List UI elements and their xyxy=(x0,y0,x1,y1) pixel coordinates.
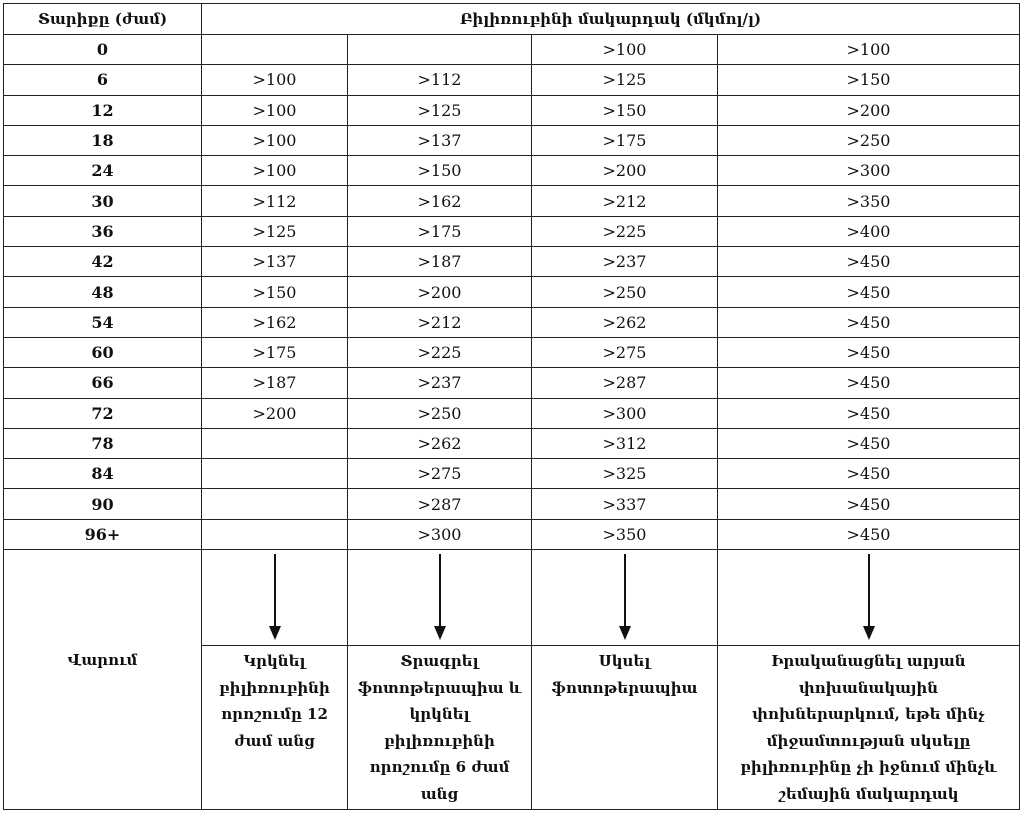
time-cell: 54 xyxy=(4,307,202,337)
level-cell: >175 xyxy=(348,216,532,246)
level-cell: >100 xyxy=(718,35,1020,65)
level-cell: >187 xyxy=(202,368,348,398)
level-cell xyxy=(202,35,348,65)
management-action: Տրագրել ֆոտոթերապիա և կրկնել բիլիռուբինի որոշումը 6 ժամ անց xyxy=(348,646,532,810)
level-cell: >450 xyxy=(718,277,1020,307)
level-cell xyxy=(202,519,348,549)
level-cell: >100 xyxy=(202,125,348,155)
table-row xyxy=(4,337,1020,367)
time-cell: 72 xyxy=(4,398,202,428)
down-arrow-icon xyxy=(868,554,870,628)
time-cell: 60 xyxy=(4,337,202,367)
table-row xyxy=(4,519,1020,549)
level-cell: >300 xyxy=(532,398,718,428)
header-bilirubin-level: Բիլիռուբինի մակարդակ (մկմոլ/լ) xyxy=(202,4,1020,35)
level-cell: >112 xyxy=(202,186,348,216)
level-cell: >212 xyxy=(532,186,718,216)
level-cell: >250 xyxy=(532,277,718,307)
time-cell: 12 xyxy=(4,95,202,125)
time-cell: 0 xyxy=(4,35,202,65)
level-cell: >450 xyxy=(718,337,1020,367)
level-cell: >262 xyxy=(348,428,532,458)
table-row xyxy=(4,398,1020,428)
level-cell: >312 xyxy=(532,428,718,458)
table-row xyxy=(4,186,1020,216)
level-cell: >162 xyxy=(348,186,532,216)
level-cell xyxy=(202,459,348,489)
table-row xyxy=(4,65,1020,95)
level-cell: >200 xyxy=(532,156,718,186)
level-cell: >200 xyxy=(348,277,532,307)
table-row xyxy=(4,459,1020,489)
level-cell: >125 xyxy=(348,95,532,125)
level-cell xyxy=(348,35,532,65)
level-cell: >100 xyxy=(532,35,718,65)
table-row xyxy=(4,125,1020,155)
level-cell: >450 xyxy=(718,519,1020,549)
level-cell: >450 xyxy=(718,307,1020,337)
time-cell: 48 xyxy=(4,277,202,307)
time-cell: 30 xyxy=(4,186,202,216)
time-cell: 6 xyxy=(4,65,202,95)
table-row xyxy=(4,428,1020,458)
time-cell: 24 xyxy=(4,156,202,186)
management-label: Վարում xyxy=(4,550,202,810)
level-cell: >287 xyxy=(532,368,718,398)
management-action: Սկսել ֆոտոթերապիա xyxy=(532,646,718,810)
level-cell: >450 xyxy=(718,398,1020,428)
header-time: Տարիքը (ժամ) xyxy=(4,4,202,35)
table-row xyxy=(4,156,1020,186)
time-cell: 78 xyxy=(4,428,202,458)
level-cell: >175 xyxy=(202,337,348,367)
level-cell: >237 xyxy=(348,368,532,398)
level-cell: >112 xyxy=(348,65,532,95)
level-cell xyxy=(202,428,348,458)
level-cell: >350 xyxy=(532,519,718,549)
time-cell: 66 xyxy=(4,368,202,398)
bilirubin-table xyxy=(3,3,1020,810)
level-cell: >125 xyxy=(202,216,348,246)
level-cell: >150 xyxy=(532,95,718,125)
level-cell: >100 xyxy=(202,95,348,125)
level-cell: >150 xyxy=(718,65,1020,95)
level-cell: >137 xyxy=(348,125,532,155)
down-arrow-icon xyxy=(439,554,441,628)
table-row xyxy=(4,216,1020,246)
time-cell: 90 xyxy=(4,489,202,519)
level-cell: >100 xyxy=(202,156,348,186)
management-action: Իրականացնել արյան փոխանակային փոխներարկում, եթե մինչ միջամտության սկսելը բիլիռուբինը չի իջնում մինչև շեմային մակարդակ xyxy=(718,646,1020,810)
level-cell: >300 xyxy=(718,156,1020,186)
arrow-cell xyxy=(718,550,1020,646)
arrow-row xyxy=(4,550,1020,646)
down-arrow-icon xyxy=(624,554,626,628)
arrow-cell xyxy=(532,550,718,646)
table-row xyxy=(4,489,1020,519)
level-cell: >125 xyxy=(532,65,718,95)
level-cell: >200 xyxy=(202,398,348,428)
level-cell: >275 xyxy=(348,459,532,489)
level-cell: >187 xyxy=(348,247,532,277)
level-cell: >225 xyxy=(348,337,532,367)
level-cell: >200 xyxy=(718,95,1020,125)
level-cell: >337 xyxy=(532,489,718,519)
time-cell: 18 xyxy=(4,125,202,155)
level-cell: >450 xyxy=(718,247,1020,277)
level-cell: >400 xyxy=(718,216,1020,246)
management-action: Կրկնել բիլիռուբինի որոշումը 12 ժամ անց xyxy=(202,646,348,810)
level-cell: >325 xyxy=(532,459,718,489)
down-arrow-icon xyxy=(274,554,276,628)
table-row xyxy=(4,368,1020,398)
time-cell: 42 xyxy=(4,247,202,277)
time-cell: 84 xyxy=(4,459,202,489)
level-cell: >212 xyxy=(348,307,532,337)
level-cell: >150 xyxy=(348,156,532,186)
level-cell: >450 xyxy=(718,428,1020,458)
level-cell: >137 xyxy=(202,247,348,277)
level-cell: >287 xyxy=(348,489,532,519)
time-cell: 96+ xyxy=(4,519,202,549)
level-cell: >237 xyxy=(532,247,718,277)
header-row xyxy=(4,4,1020,35)
level-cell xyxy=(202,489,348,519)
bilirubin-table-wrapper xyxy=(3,3,1020,810)
level-cell: >250 xyxy=(718,125,1020,155)
table-row xyxy=(4,95,1020,125)
level-cell: >350 xyxy=(718,186,1020,216)
level-cell: >450 xyxy=(718,459,1020,489)
level-cell: >100 xyxy=(202,65,348,95)
level-cell: >225 xyxy=(532,216,718,246)
level-cell: >250 xyxy=(348,398,532,428)
level-cell: >300 xyxy=(348,519,532,549)
level-cell: >175 xyxy=(532,125,718,155)
table-row xyxy=(4,247,1020,277)
table-row xyxy=(4,277,1020,307)
level-cell: >262 xyxy=(532,307,718,337)
level-cell: >150 xyxy=(202,277,348,307)
table-row xyxy=(4,35,1020,65)
time-cell: 36 xyxy=(4,216,202,246)
level-cell: >450 xyxy=(718,368,1020,398)
arrow-cell xyxy=(348,550,532,646)
level-cell: >450 xyxy=(718,489,1020,519)
table-row xyxy=(4,307,1020,337)
level-cell: >162 xyxy=(202,307,348,337)
level-cell: >275 xyxy=(532,337,718,367)
arrow-cell xyxy=(202,550,348,646)
table-body xyxy=(4,4,1020,810)
